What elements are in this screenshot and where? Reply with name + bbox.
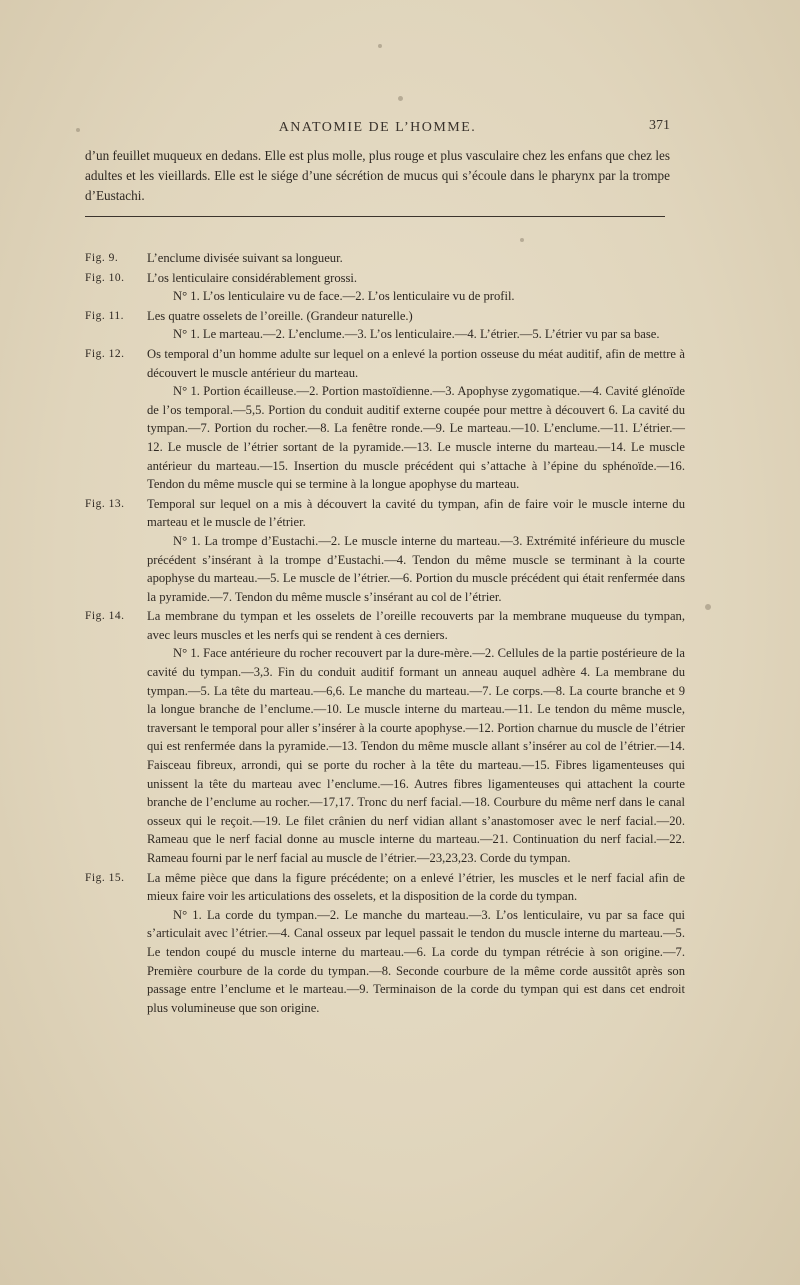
figure-entry-11 (85, 307, 685, 344)
figure-parts: N° 1. Face antérieure du rocher recouvert par la dure-mère.—2. Cellules de la partie postérieure de la cavité du tympan.—3,3. Fin du conduit auditif formant un anneau auquel adhère 4. La membrane du tympan.—5. La tête du marteau.—6,6. Le manche du marteau.—7. Le corps.—8. La courte branche et 9 la longue branche de l’enclume.—10. Le muscle interne du marteau.—11. Le tendon du même muscle, traversant le temporal pour aller s’insérer à la courte apophyse.—12. Portion charnue du muscle de l’étrier qui est renfermée dans la pyramide.—13. Tendon du même muscle allant s’insérer au col de l’étrier.—14. Faisceau fibreux, arrondi, qui se porte du rocher à la tête du marteau.—15. Fibres ligamenteuses qui unissent la tête du marteau avec l’enclume.—16. Autres fibres ligamenteuses qui attachent la courte branche de l’enclume au rocher.—17,17. Tronc du nerf facial.—18. Courbure du même nerf dans le canal osseux qui le reçoit.—19. Le filet crânien du nerf vidian allant s’anastomoser avec le nerf facial.—20. Rameau que le nerf facial donne au muscle interne du marteau.—21. Continuation du nerf facial.—22. Rameau fourni par le nerf facial au muscle de l’étrier.—23,23,23. Corde du tympan. (147, 646, 685, 865)
figure-label: Fig. 13. (85, 497, 125, 510)
figure-parts: N° 1. La trompe d’Eustachi.—2. Le muscle interne du marteau.—3. Extrémité inférieure du muscle précédent s’insérant à la trompe d’Eustachi.—4. Tendon du même muscle se terminant à la courte apophyse du marteau.—5. Le muscle de l’étrier.—6. Portion du muscle précédent qui était renfermée dans la pyramide.—7. Tendon du même muscle s’insérant au col de l’étrier. (147, 533, 685, 604)
page-number: 371 (649, 118, 670, 133)
figure-list (85, 249, 685, 1018)
figure-entry-14 (85, 607, 685, 867)
figure-parts: N° 1. La corde du tympan.—2. Le manche du marteau.—3. L’os lenticulaire, vu par sa face qui s’articulait avec l’étrier.—4. Canal osseux par lequel passait le tendon du muscle interne du marteau.—5. Le tendon coupé du muscle interne du marteau.—6. La corde du tympan rétrécie à son origine.—7. Première courbure de la corde du tympan.—8. Seconde courbure de la même corde aussitôt après son passage entre l’enclume et le marteau.—9. Terminaison de la corde du tympan qui est dans cet endroit plus volumineuse que son origine. (147, 907, 685, 1015)
figure-parts: N° 1. Portion écailleuse.—2. Portion mastoïdienne.—3. Apophyse zygomatique.—4. Cavité glénoïde de l’os temporal.—5,5. Portion du conduit auditif externe coupée pour mettre à découvert 6. La cavité du tympan.—7. Portion du rocher.—8. La fenêtre ronde.—9. Le marteau.—10. L’enclume.—11. L’étrier.—12. Le muscle de l’étrier sortant de la pyramide.—13. Le muscle interne du marteau.—14. Le muscle antérieur du marteau.—15. Insertion du muscle précédent qui s’attache à l’épine du sphénoïde.—16. Tendon du même muscle qui se termine à la longue apophyse du marteau. (147, 384, 685, 492)
ink-spot (398, 96, 403, 101)
figure-entry-15 (85, 869, 685, 1018)
figure-parts: N° 1. L’os lenticulaire vu de face.—2. L’os lenticulaire vu de profil. (173, 289, 515, 304)
figure-entry-12 (85, 345, 685, 494)
figure-parts: N° 1. Le marteau.—2. L’enclume.—3. L’os lenticulaire.—4. L’étrier.—5. L’étrier vu par sa base. (173, 327, 660, 342)
figure-label: Fig. 15. (85, 871, 125, 884)
figure-label: Fig. 9. (85, 252, 119, 264)
figure-label: Fig. 11. (85, 309, 125, 322)
section-divider (85, 216, 665, 217)
ink-spot (76, 128, 80, 132)
figure-entry-9 (85, 249, 685, 268)
figure-caption: Temporal sur lequel on a mis à découvert la cavité du tympan, afin de faire voir le muscle interne du marteau et le muscle de l’étrier. (147, 496, 685, 530)
figure-caption: L’enclume divisée suivant sa longueur. (147, 251, 343, 265)
figure-caption: Os temporal d’un homme adulte sur lequel on a enlevé la portion osseuse du méat auditif, afin de mettre à découvert le muscle antérieur du marteau. (147, 346, 685, 380)
running-title: ANATOMIE DE L’HOMME. (278, 120, 477, 135)
figure-caption: L’os lenticulaire considérablement grossi. (147, 270, 358, 285)
figure-label: Fig. 10. (85, 271, 125, 284)
figure-caption: Les quatre osselets de l’oreille. (Grandeur naturelle.) (147, 308, 413, 323)
figure-caption: La même pièce que dans la figure précédente; on a enlevé l’étrier, les muscles et le nerf facial afin de mieux faire voir les articulations des osselets, et la disposition de la corde du tympan. (147, 870, 685, 904)
page-header (85, 120, 670, 140)
ink-spot (520, 238, 524, 242)
figure-caption: La membrane du tympan et les osselets de l’oreille recouverts par la membrane muqueuse du tympan, avec leurs muscles et les nerfs qui se rendent à ces derniers. (147, 609, 685, 642)
intro-paragraph: d’un feuillet muqueux en dedans. Elle est plus molle, plus rouge et plus vasculaire chez les enfans que chez les adultes et les vieillards. Elle est le siége d’une sécrétion de mucus qui s’écoule dans le pharynx par la trompe d’Eustachi. (85, 148, 670, 203)
ink-spot (378, 44, 382, 48)
figure-label: Fig. 14. (85, 610, 125, 623)
ink-spot (705, 604, 711, 610)
figure-label: Fig. 12. (85, 347, 125, 360)
figure-entry-13 (85, 495, 685, 607)
figure-entry-10 (85, 269, 685, 306)
